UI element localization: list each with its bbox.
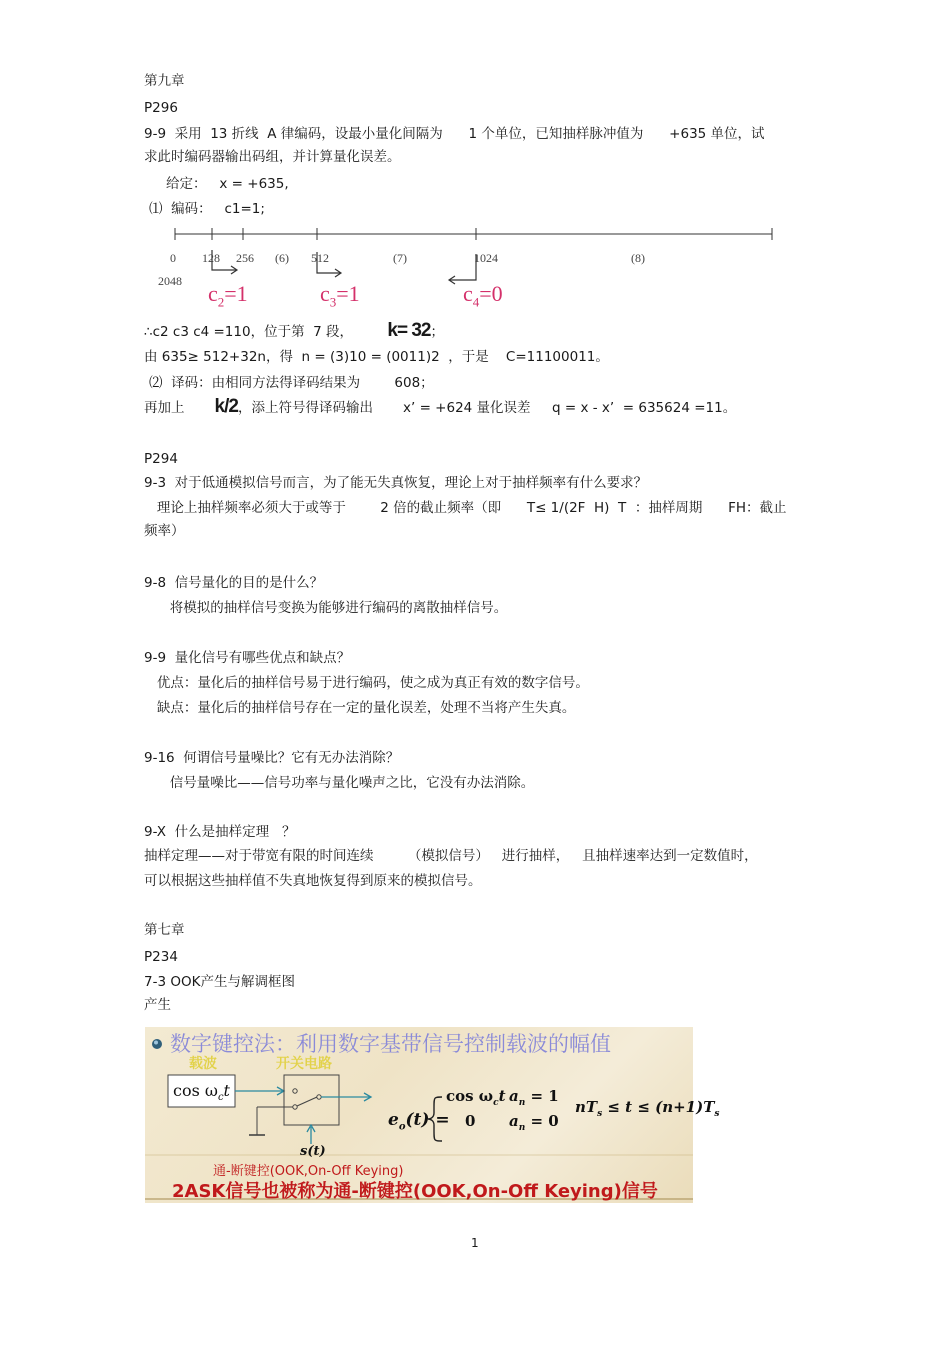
question-9-9-line1: 9-9 采用 13 折线 A 律编码，设最小量化间隔为 1 个单位，已知抽样脉冲值为 +635 单位，试 (144, 126, 765, 142)
answer-9-8: 将模拟的抽样信号变换为能够进行编码的离散抽样信号。 (144, 600, 508, 616)
c3-result: $c_3=1$ (320, 281, 360, 310)
switch-circuit-label: 开关电路 (276, 1056, 332, 1072)
question-9-x: 9-X 什么是抽样定理 ？ (144, 824, 296, 840)
answer-9-3-line1: 理论上抽样频率必须大于或等于 2 倍的截止频率（即 T≤ 1/(2F H) T ：抽样周期 FH：截止 (144, 500, 787, 516)
tick-label-128: 128 (202, 251, 220, 265)
tick-label-2048: 2048 (158, 274, 182, 288)
case-2-condition: $a_n = 0$ (509, 1112, 559, 1133)
ook-caption-small: 通-断键控(OOK,On-Off Keying) (213, 1164, 404, 1179)
result-quant-error: 再加上 k/2，添上符号得译码输出 x’ = +624 量化误差 q = x - x’ = 635624 =11。 (144, 396, 737, 417)
question-9-8: 9-8 信号量化的目的是什么？ (144, 575, 324, 591)
page-ref-p234: P234 (144, 949, 178, 965)
tick-label-1024: 1024 (474, 251, 498, 265)
time-interval: $nT_s \le t \le (n+1)T_s$ (575, 1098, 720, 1119)
page-number: 1 (471, 1236, 479, 1250)
case-1-value: $\cos \omega_ct$ (446, 1087, 506, 1108)
tick-label-segment-7: (7) (393, 251, 407, 265)
tick-label-0: 0 (170, 251, 176, 265)
case-1-condition: $a_n = 1$ (509, 1087, 559, 1108)
question-9-16: 9-16 何谓信号量噪比？它有无办法消除？ (144, 750, 400, 766)
given-line: 给定： x = +635, (166, 176, 289, 192)
generation-label: 产生 (144, 997, 171, 1013)
answer-advantage: 优点：量化后的抽样信号易于进行编码，使之成为真正有效的数字信号。 (144, 675, 589, 691)
output-signal-expression: $e_o(t)$ = (388, 1110, 450, 1133)
result-code-line: 由 635≥ 512+32n，得 n = (3)10 = (0011)2 ，于是 C=11100011。 (144, 349, 609, 365)
page-ref-p296: P296 (144, 100, 178, 116)
result-segment-line: ∴c2 c3 c4 =110，位于第 7 段， k= 32； (144, 320, 444, 341)
carrier-expression: $\cos \omega_ct$ (173, 1081, 230, 1104)
step-decode: ⑵ 译码：由相同方法得译码结果为 608； (149, 375, 434, 391)
question-9-9-line2: 求此时编码器输出码组，并计算量化误差。 (144, 149, 401, 165)
tick-label-256: 256 (236, 251, 254, 265)
chapter-9-heading: 第九章 (144, 73, 185, 89)
baseband-signal-label: s(t) (300, 1144, 326, 1159)
answer-disadvantage: 缺点：量化后的抽样信号存在一定的量化误差，处理不当将产生失真。 (144, 700, 576, 716)
page-ref-p294: P294 (144, 451, 178, 467)
tick-label-segment-6: (6) (275, 251, 289, 265)
tick-label-512: 512 (311, 251, 329, 265)
tick-label-segment-8: (8) (631, 251, 645, 265)
step-encode: ⑴ 编码： c1=1; (149, 201, 265, 217)
case-2-value: 0 (465, 1112, 476, 1130)
ook-figure-title: 数字键控法：利用数字基带信号控制载波的幅值 (170, 1032, 611, 1056)
ook-generation-figure (145, 1027, 720, 1203)
c4-result: $c_4=0$ (463, 281, 503, 310)
question-7-3: 7-3 OOK产生与解调框图 (144, 974, 295, 990)
question-9-3: 9-3 对于低通模拟信号而言，为了能无失真恢复，理论上对于抽样频率有什么要求？ (144, 475, 648, 491)
ook-caption-large: 2ASK信号也被称为通-断键控(OOK,On-Off Keying)信号 (172, 1181, 658, 1202)
carrier-label: 载波 (189, 1056, 217, 1072)
answer-9-3-line2: 频率） (144, 523, 185, 539)
question-9-9b: 9-9 量化信号有哪些优点和缺点？ (144, 650, 351, 666)
answer-9-x-line2: 可以根据这些抽样值不失真地恢复得到原来的模拟信号。 (144, 873, 482, 889)
chapter-7-heading: 第七章 (144, 922, 185, 938)
answer-9-16: 信号量噪比——信号功率与量化噪声之比，它没有办法消除。 (144, 775, 535, 791)
answer-9-x-line1: 抽样定理——对于带宽有限的时间连续 （模拟信号） 进行抽样， 且抽样速率达到一定数值时， (144, 848, 758, 864)
c2-result: $c_2=1$ (208, 281, 248, 310)
